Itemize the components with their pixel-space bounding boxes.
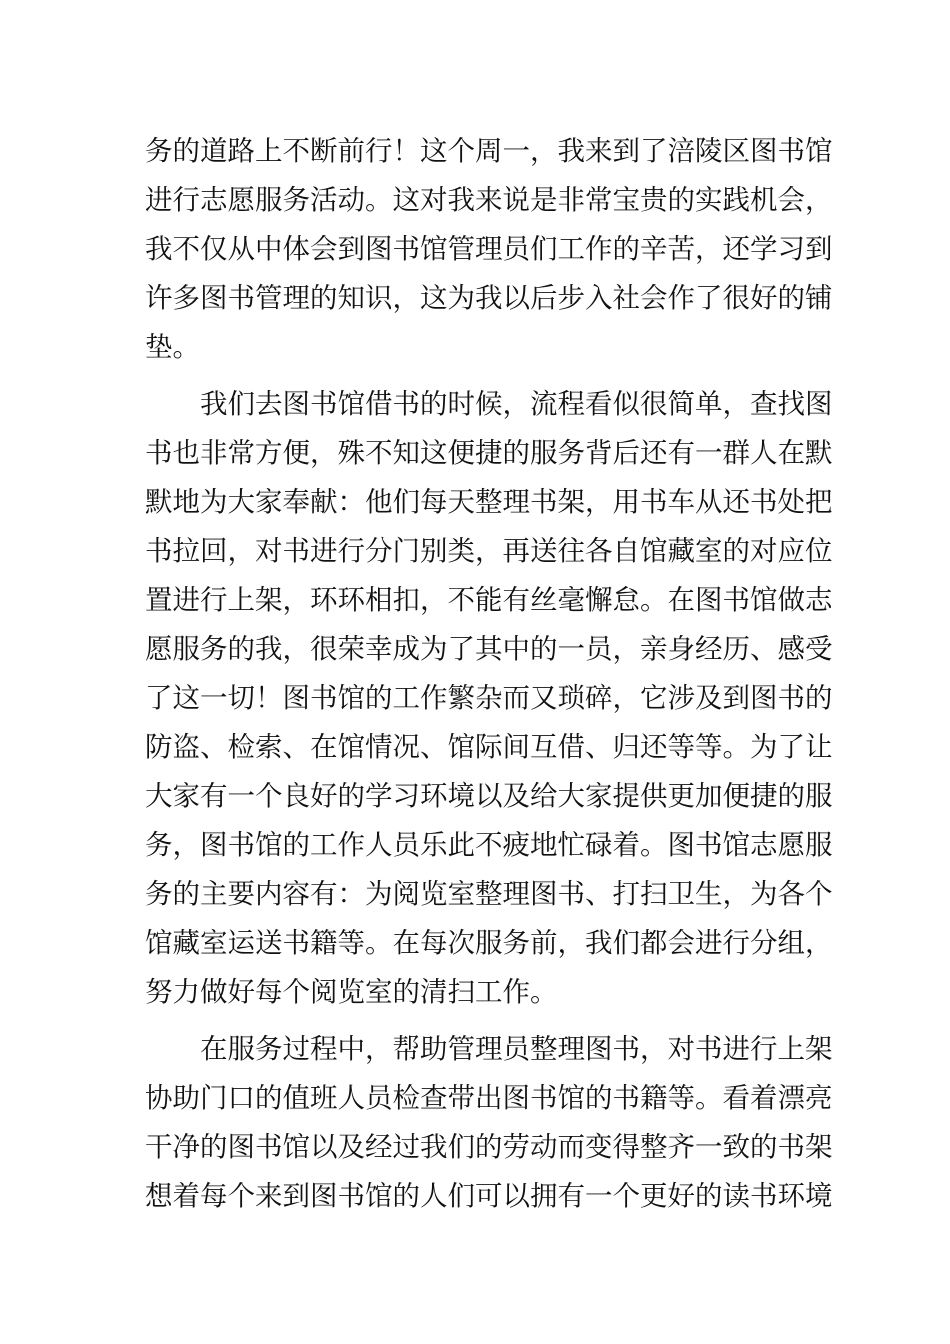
text-line: 在服务过程中，帮助管理员整理图书，对书进行上架 <box>200 1033 833 1065</box>
text-line: 务的道路上不断前行！这个周一，我来到了涪陵区图书馆 <box>145 135 833 167</box>
paragraph-1 <box>145 127 833 372</box>
text-line: 我们去图书馆借书的时候，流程看似很简单，查找图 <box>200 388 833 420</box>
text-line: 务，图书馆的工作人员乐此不疲地忙碌着。图书馆志愿服 <box>145 829 833 861</box>
text-line: 置进行上架，环环相扣，不能有丝毫懈怠。在图书馆做志 <box>145 584 833 616</box>
text-line: 想着每个来到图书馆的人们可以拥有一个更好的读书环境 <box>145 1180 833 1212</box>
paragraph-2 <box>145 380 833 1017</box>
text-line: 许多图书管理的知识，这为我以后步入社会作了很好的铺 <box>145 282 833 314</box>
text-line: 努力做好每个阅览室的清扫工作。 <box>145 976 558 1008</box>
text-line: 大家有一个良好的学习环境以及给大家提供更加便捷的服 <box>145 780 833 812</box>
paragraph-gap <box>145 372 806 380</box>
text-line: 干净的图书馆以及经过我们的劳动而变得整齐一致的书架 <box>145 1131 833 1163</box>
text-line: 书拉回，对书进行分门别类，再送往各自馆藏室的对应位 <box>145 535 833 567</box>
text-line: 我不仅从中体会到图书馆管理员们工作的辛苦，还学习到 <box>145 233 833 265</box>
text-line: 垫。 <box>145 331 200 363</box>
text-line: 愿服务的我，很荣幸成为了其中的一员，亲身经历、感受 <box>145 633 833 665</box>
text-line: 书也非常方便，殊不知这便捷的服务背后还有一群人在默 <box>145 437 833 469</box>
text-line: 进行志愿服务活动。这对我来说是非常宝贵的实践机会， <box>145 184 833 216</box>
text-line: 协助门口的值班人员检查带出图书馆的书籍等。看着漂亮 <box>145 1082 833 1114</box>
text-line: 馆藏室运送书籍等。在每次服务前，我们都会进行分组， <box>145 927 833 959</box>
text-line: 默地为大家奉献：他们每天整理书架，用书车从还书处把 <box>145 486 833 518</box>
text-line: 了这一切！图书馆的工作繁杂而又琐碎，它涉及到图书的 <box>145 682 833 714</box>
text-line: 防盗、检索、在馆情况、馆际间互借、归还等等。为了让 <box>145 731 833 763</box>
document-body <box>145 127 833 1221</box>
paragraph-gap <box>145 1017 806 1025</box>
paragraph-3 <box>145 1025 833 1221</box>
text-line: 务的主要内容有：为阅览室整理图书、打扫卫生，为各个 <box>145 878 833 910</box>
